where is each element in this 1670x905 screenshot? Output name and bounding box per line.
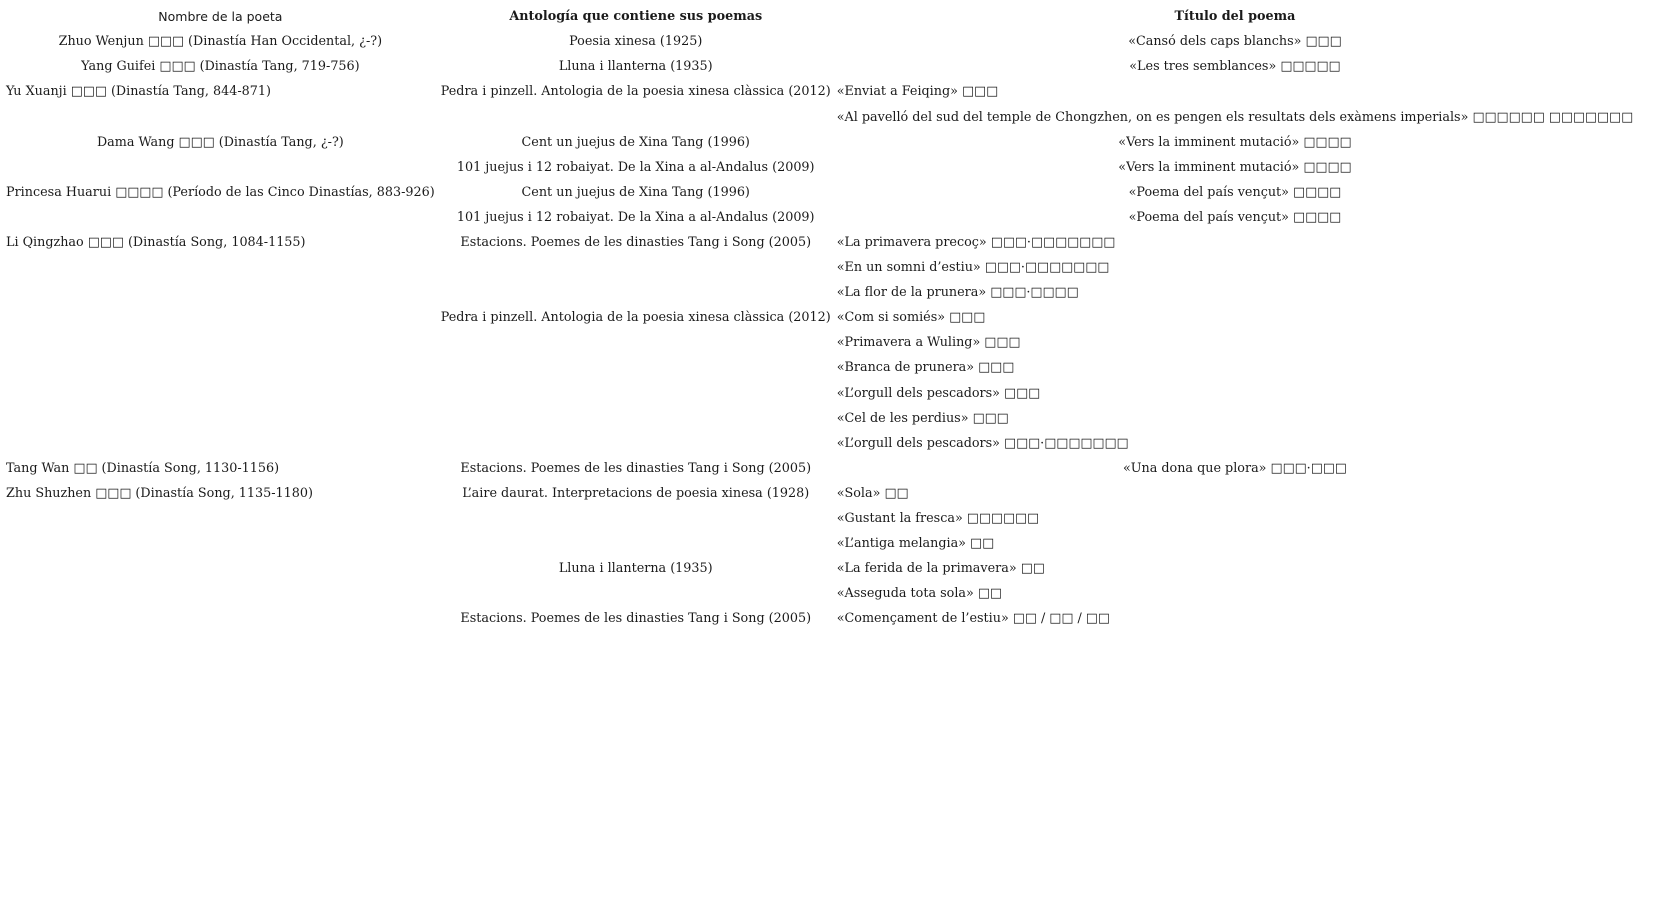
anthology-cell: 101 juejus i 12 robaiyat. De la Xina a al-Andalus (2009) xyxy=(456,159,815,175)
table-row xyxy=(3,507,1636,532)
anthology-cell: Pedra i pinzell. Antologia de la poesia xinesa clàssica (2012) xyxy=(440,310,831,326)
table-row xyxy=(3,407,1636,432)
table-row xyxy=(3,582,1636,607)
table-row xyxy=(3,30,1636,55)
poem-title-cell: «La flor de la prunera» □□□·□□□□ xyxy=(836,285,1079,301)
poet-name-cell xyxy=(3,206,438,231)
poem-title-cell: «Vers la imminent mutació» □□□□ xyxy=(1118,159,1352,175)
table-row xyxy=(3,532,1636,557)
table-row xyxy=(3,557,1636,582)
table-row xyxy=(3,130,1636,155)
poem-title-cell: «L’orgull dels pescadors» □□□·□□□□□□□ xyxy=(836,435,1129,451)
poet-name-cell: Zhuo Wenjun □□□ (Dinastía Han Occidental, ¿-?) xyxy=(58,34,383,50)
poem-title-cell: «Gustant la fresca» □□□□□□ xyxy=(836,511,1040,527)
poem-title-cell: «Les tres semblances» □□□□□ xyxy=(1129,59,1341,75)
poem-title-cell: «Poema del país vençut» □□□□ xyxy=(1128,184,1342,200)
poet-name-cell xyxy=(3,381,438,406)
poet-name-cell xyxy=(3,507,438,532)
anthology-cell: Estacions. Poemes de les dinasties Tang i Song (2005) xyxy=(460,460,812,476)
table-row xyxy=(3,381,1636,406)
header-row xyxy=(3,5,1636,30)
anthology-cell xyxy=(438,507,834,532)
table-row xyxy=(3,55,1636,80)
anthology-cell: Poesia xinesa (1925) xyxy=(569,34,703,50)
table-row xyxy=(3,231,1636,256)
poem-title-cell: «Al pavelló del sud del temple de Chongzhen, on es pengen els resultats dels exàmens imperials» □□□□□□ □□□□□□□ xyxy=(836,109,1634,125)
table-row xyxy=(3,457,1636,482)
poet-name-cell xyxy=(3,607,438,632)
table-row xyxy=(3,281,1636,306)
table-row xyxy=(3,331,1636,356)
poets-table xyxy=(3,5,1636,632)
anthology-cell: 101 juejus i 12 robaiyat. De la Xina a al-Andalus (2009) xyxy=(456,209,815,225)
header-poet-name: Nombre de la poeta xyxy=(158,9,283,25)
anthology-cell: Estacions. Poemes de les dinasties Tang i Song (2005) xyxy=(460,235,812,251)
anthology-cell xyxy=(438,356,834,381)
poet-name-cell xyxy=(3,306,438,331)
header-anthology: Antología que contiene sus poemas xyxy=(509,9,763,25)
poet-name-cell: Dama Wang □□□ (Dinastía Tang, ¿-?) xyxy=(96,134,344,150)
poem-title-cell: «La primavera precoç» □□□·□□□□□□□ xyxy=(836,235,1116,251)
poem-title-cell: «La ferida de la primavera» □□ xyxy=(836,561,1045,577)
poem-title-cell: «L’orgull dels pescadors» □□□ xyxy=(836,385,1041,401)
poem-title-cell: «Com si somiés» □□□ xyxy=(836,310,986,326)
poet-name-cell: Princesa Huarui □□□□ (Período de las Cinco Dinastías, 883-926) xyxy=(6,184,435,200)
poem-title-cell: «Poema del país vençut» □□□□ xyxy=(1128,209,1342,225)
anthology-cell xyxy=(438,381,834,406)
poem-title-cell: «Començament de l’estiu» □□ / □□ / □□ xyxy=(836,611,1110,627)
poet-name-cell xyxy=(3,356,438,381)
anthology-cell xyxy=(438,407,834,432)
anthology-cell xyxy=(438,432,834,457)
poet-name-cell xyxy=(3,407,438,432)
poem-title-cell: «Vers la imminent mutació» □□□□ xyxy=(1118,134,1352,150)
table-row xyxy=(3,256,1636,281)
anthology-cell xyxy=(438,256,834,281)
poet-name-cell xyxy=(3,256,438,281)
poem-title-cell: «Sola» □□ xyxy=(836,485,909,501)
poet-name-cell xyxy=(3,557,438,582)
poet-name-cell xyxy=(3,105,438,130)
table-row xyxy=(3,206,1636,231)
poet-name-cell xyxy=(3,281,438,306)
poet-name-cell xyxy=(3,432,438,457)
table-row xyxy=(3,432,1636,457)
anthology-cell xyxy=(438,105,834,130)
anthology-cell xyxy=(438,532,834,557)
table-row xyxy=(3,482,1636,507)
poem-title-cell: «Una dona que plora» □□□·□□□ xyxy=(1122,460,1347,476)
poet-name-cell: Li Qingzhao □□□ (Dinastía Song, 1084-1155) xyxy=(6,235,306,251)
table-row xyxy=(3,607,1636,632)
anthology-cell: Pedra i pinzell. Antologia de la poesia xinesa clàssica (2012) xyxy=(440,84,831,100)
poem-title-cell: «En un somni d’estiu» □□□·□□□□□□□ xyxy=(836,260,1110,276)
poet-name-cell: Yu Xuanji □□□ (Dinastía Tang, 844-871) xyxy=(6,84,271,100)
anthology-cell: L’aire daurat. Interpretacions de poesia xinesa (1928) xyxy=(462,485,810,501)
poem-title-cell: «L’antiga melangia» □□ xyxy=(836,536,995,552)
anthology-cell: Lluna i llanterna (1935) xyxy=(558,561,713,577)
poet-name-cell: Yang Guifei □□□ (Dinastía Tang, 719-756) xyxy=(81,59,360,75)
table-row xyxy=(3,80,1636,105)
anthology-cell xyxy=(438,281,834,306)
anthology-cell xyxy=(438,582,834,607)
poet-name-cell xyxy=(3,156,438,181)
poet-name-cell: Zhu Shuzhen □□□ (Dinastía Song, 1135-1180) xyxy=(6,485,313,501)
poem-title-cell: «Branca de prunera» □□□ xyxy=(836,360,1015,376)
anthology-cell: Estacions. Poemes de les dinasties Tang i Song (2005) xyxy=(460,611,812,627)
table-row xyxy=(3,181,1636,206)
anthology-cell: Cent un juejus de Xina Tang (1996) xyxy=(521,134,750,150)
anthology-cell: Lluna i llanterna (1935) xyxy=(558,59,713,75)
poem-title-cell: «Asseguda tota sola» □□ xyxy=(836,586,1002,602)
poet-name-cell xyxy=(3,582,438,607)
table-row xyxy=(3,156,1636,181)
table-body xyxy=(3,30,1636,632)
poem-title-cell: «Cel de les perdius» □□□ xyxy=(836,410,1009,426)
header-poem-title: Título del poema xyxy=(1174,9,1296,25)
table-row xyxy=(3,356,1636,381)
poet-name-cell xyxy=(3,331,438,356)
poem-title-cell: «Cansó dels caps blanchs» □□□ xyxy=(1128,34,1342,50)
anthology-cell: Cent un juejus de Xina Tang (1996) xyxy=(521,184,750,200)
poem-title-cell: «Enviat a Feiqing» □□□ xyxy=(836,84,999,100)
poet-name-cell xyxy=(3,532,438,557)
table-row xyxy=(3,105,1636,130)
table-row xyxy=(3,306,1636,331)
poem-title-cell: «Primavera a Wuling» □□□ xyxy=(836,335,1021,351)
anthology-cell xyxy=(438,331,834,356)
poet-name-cell: Tang Wan □□ (Dinastía Song, 1130-1156) xyxy=(6,460,280,476)
